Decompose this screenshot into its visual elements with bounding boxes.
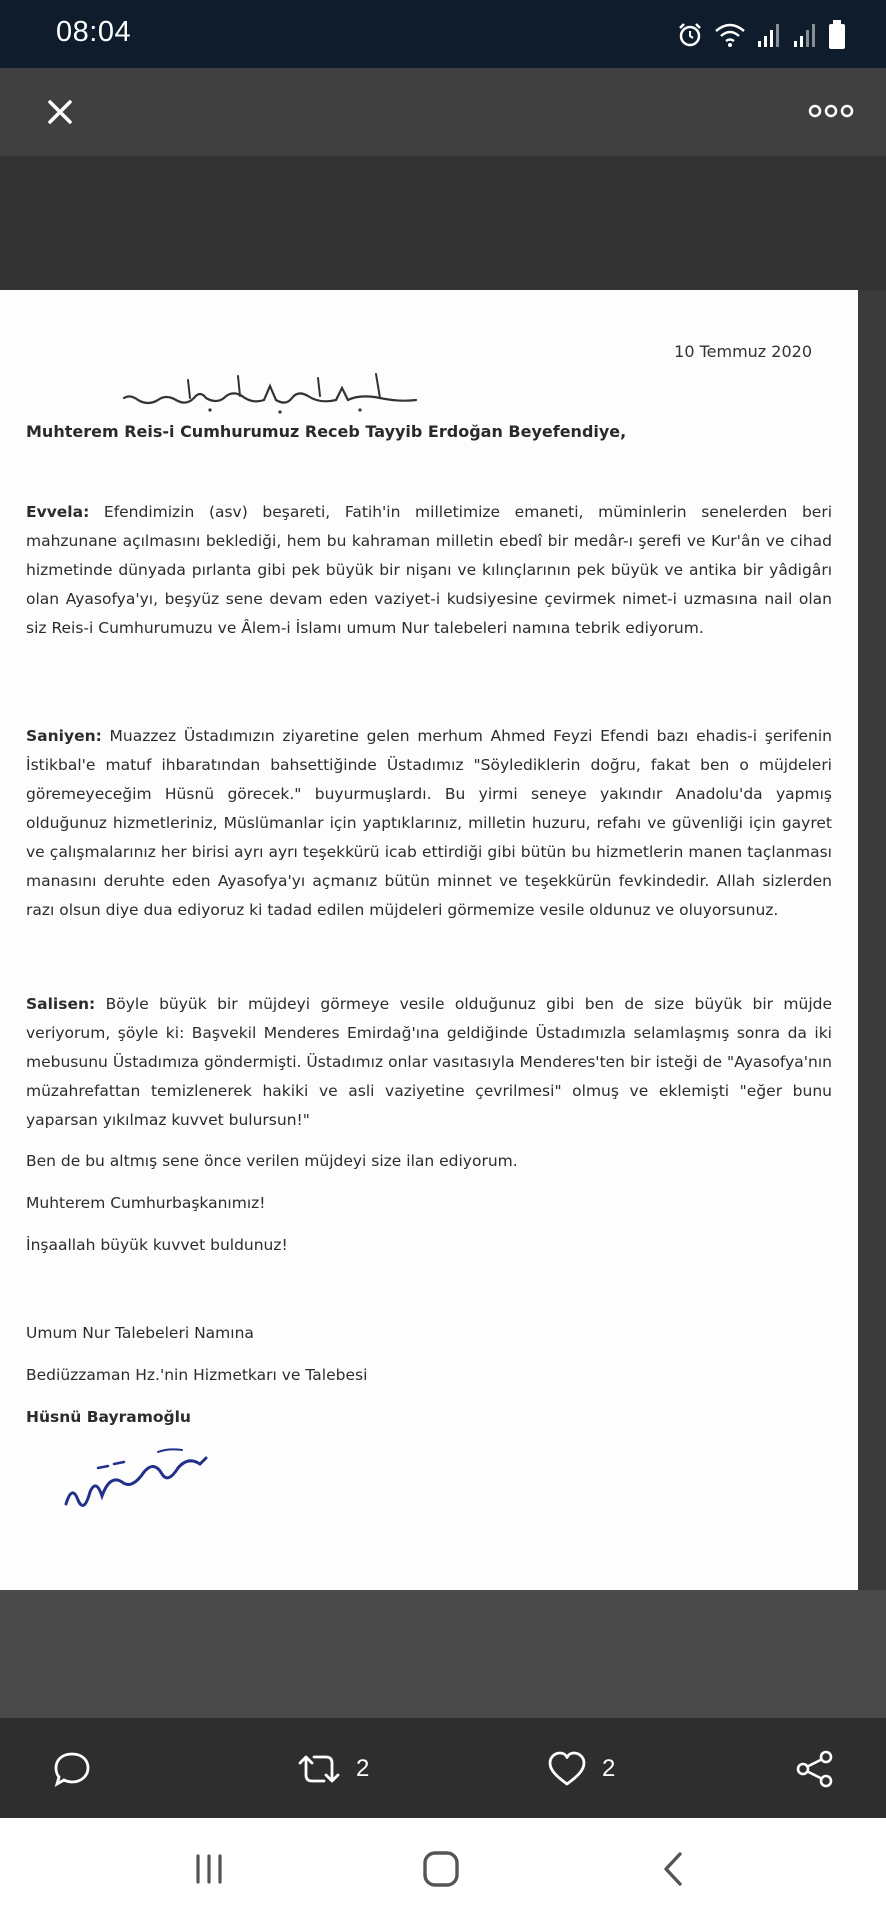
letter-line: İnşaallah büyük kuvvet buldunuz! [26,1236,288,1254]
status-bar [0,0,886,68]
paragraph-3-text: Böyle büyük bir müjdeyi görmeye vesile olduğunuz gibi ben de size büyük bir müjde veriyorum, şöyle ki: Başvekil Menderes Emirdağ'ına geldiğinde Üstadımızla selamlaşmış sonra da iki mebusunu Üstadımıza göndermişti. Üstadımız onlar vasıtasıyla Menderes'ten bir isteği de "Ayasofya'nın müzahrefattan temizlenerek hakiki ve asli vaziyetine çevrilmesi" olmuş ve eklemişti "eğer bunu yaparsan yıkılmaz kuvvet bulursun!" [26,995,832,1129]
battery-icon [828,20,846,50]
paragraph-3-lead: Salisen: [26,995,96,1013]
letter-date: 10 Temmuz 2020 [674,342,812,361]
reply-button[interactable] [52,1744,92,1794]
image-backdrop-bottom [0,1590,886,1718]
letter-image[interactable] [0,290,858,1590]
recents-icon[interactable] [186,1848,232,1890]
paragraph-2-text: Muazzez Üstadımızın ziyaretine gelen merhum Ahmed Feyzi Efendi bazı ehadis-i şerifenin İstikbal'e matuf ihbaratından bahsettiğinde Üstadımız "Söylediklerin doğru, fakat ben o müjdeleri göremeyeceğim Hüsnü görecek." buyurmuşlardı. Bu yirmi seneye yakındır Anadolu'da yapmış olduğunuz hizmetleriniz, Müslümanlar için yaptıklarınız, milletin huzuru, refahı ve güvenliği için gayret ve çalışmalarınız her birisi ayrı ayrı teşekkürü icab ettirdiği gibi bütün bu hizmetlerin manen taçlanması manasını deruhte eden Ayasofya'yı açmanız bütün minnet ve teşekkürün fevkindedir. Allah sizlerden razı olsun diye dua ediyoruz ki tadad edilen müjdeleri görmemize vesile oldunuz ve oluyorsunuz. [26,727,832,919]
image-backdrop [0,156,886,290]
wifi-icon [714,21,746,49]
retweet-count: 2 [356,1755,370,1782]
signal-icon [792,21,818,49]
close-icon[interactable] [38,90,82,134]
paragraph-2-lead: Saniyen: [26,727,102,745]
paragraph-1-text: Efendimizin (asv) beşareti, Fatih'in milletimize emaneti, müminlerin senelerden beri mahzunane açılmasını beklediği, hem bu kahraman milletin ebedî bir medâr-ı şerefi ve Kur'ân ve cihad hizmetinde dünyada pırlanta gibi pek büyük bir nişanı ve kılınçlarının pek büyük ve antika bir yâdigârı olan Ayasofya'yı, beşyüz sene devam eden vaziyet-i kudsiyesine çevirmek nimet-i uzmasına nail olan siz Reis-i Cumhurumuzu ve Âlem-i İslamı umum Nur talebeleri namına tebrik ediyorum. [26,503,832,637]
retweet-button[interactable] [296,1744,369,1794]
home-icon[interactable] [418,1848,464,1890]
retweet-icon [296,1749,342,1789]
letter-line: Ben de bu altmış sene önce verilen müjdeyi size ilan ediyorum. [26,1152,518,1170]
signature [58,1434,218,1524]
signal-icon [756,21,782,49]
paragraph-1 [26,498,832,643]
like-count: 2 [602,1755,616,1782]
comment-icon [52,1749,92,1789]
closing-line: Bediüzzaman Hz.'nin Hizmetkarı ve Talebesi [26,1366,368,1384]
share-button[interactable] [794,1744,836,1794]
alarm-icon [676,21,704,49]
letter-line: Muhterem Cumhurbaşkanımız! [26,1194,266,1212]
basmala-calligraphy [120,360,420,420]
paragraph-2 [26,722,832,925]
share-icon [794,1748,836,1790]
back-icon[interactable] [650,1848,696,1890]
signer-name: Hüsnü Bayramoğlu [26,1408,191,1426]
paragraph-3 [26,990,832,1135]
system-nav-bar [0,1818,886,1920]
paragraph-1-lead: Evvela: [26,503,90,521]
closing-line: Umum Nur Talebeleri Namına [26,1324,254,1342]
like-button[interactable] [546,1744,615,1794]
viewer-toolbar [0,68,886,156]
letter-greeting: Muhterem Reis-i Cumhurumuz Receb Tayyib Erdoğan Beyefendiye, [26,422,627,441]
heart-icon [546,1749,588,1789]
status-icons [676,18,846,52]
status-time: 08:04 [56,16,132,48]
tweet-action-bar [0,1718,886,1818]
more-icon[interactable] [806,98,856,124]
